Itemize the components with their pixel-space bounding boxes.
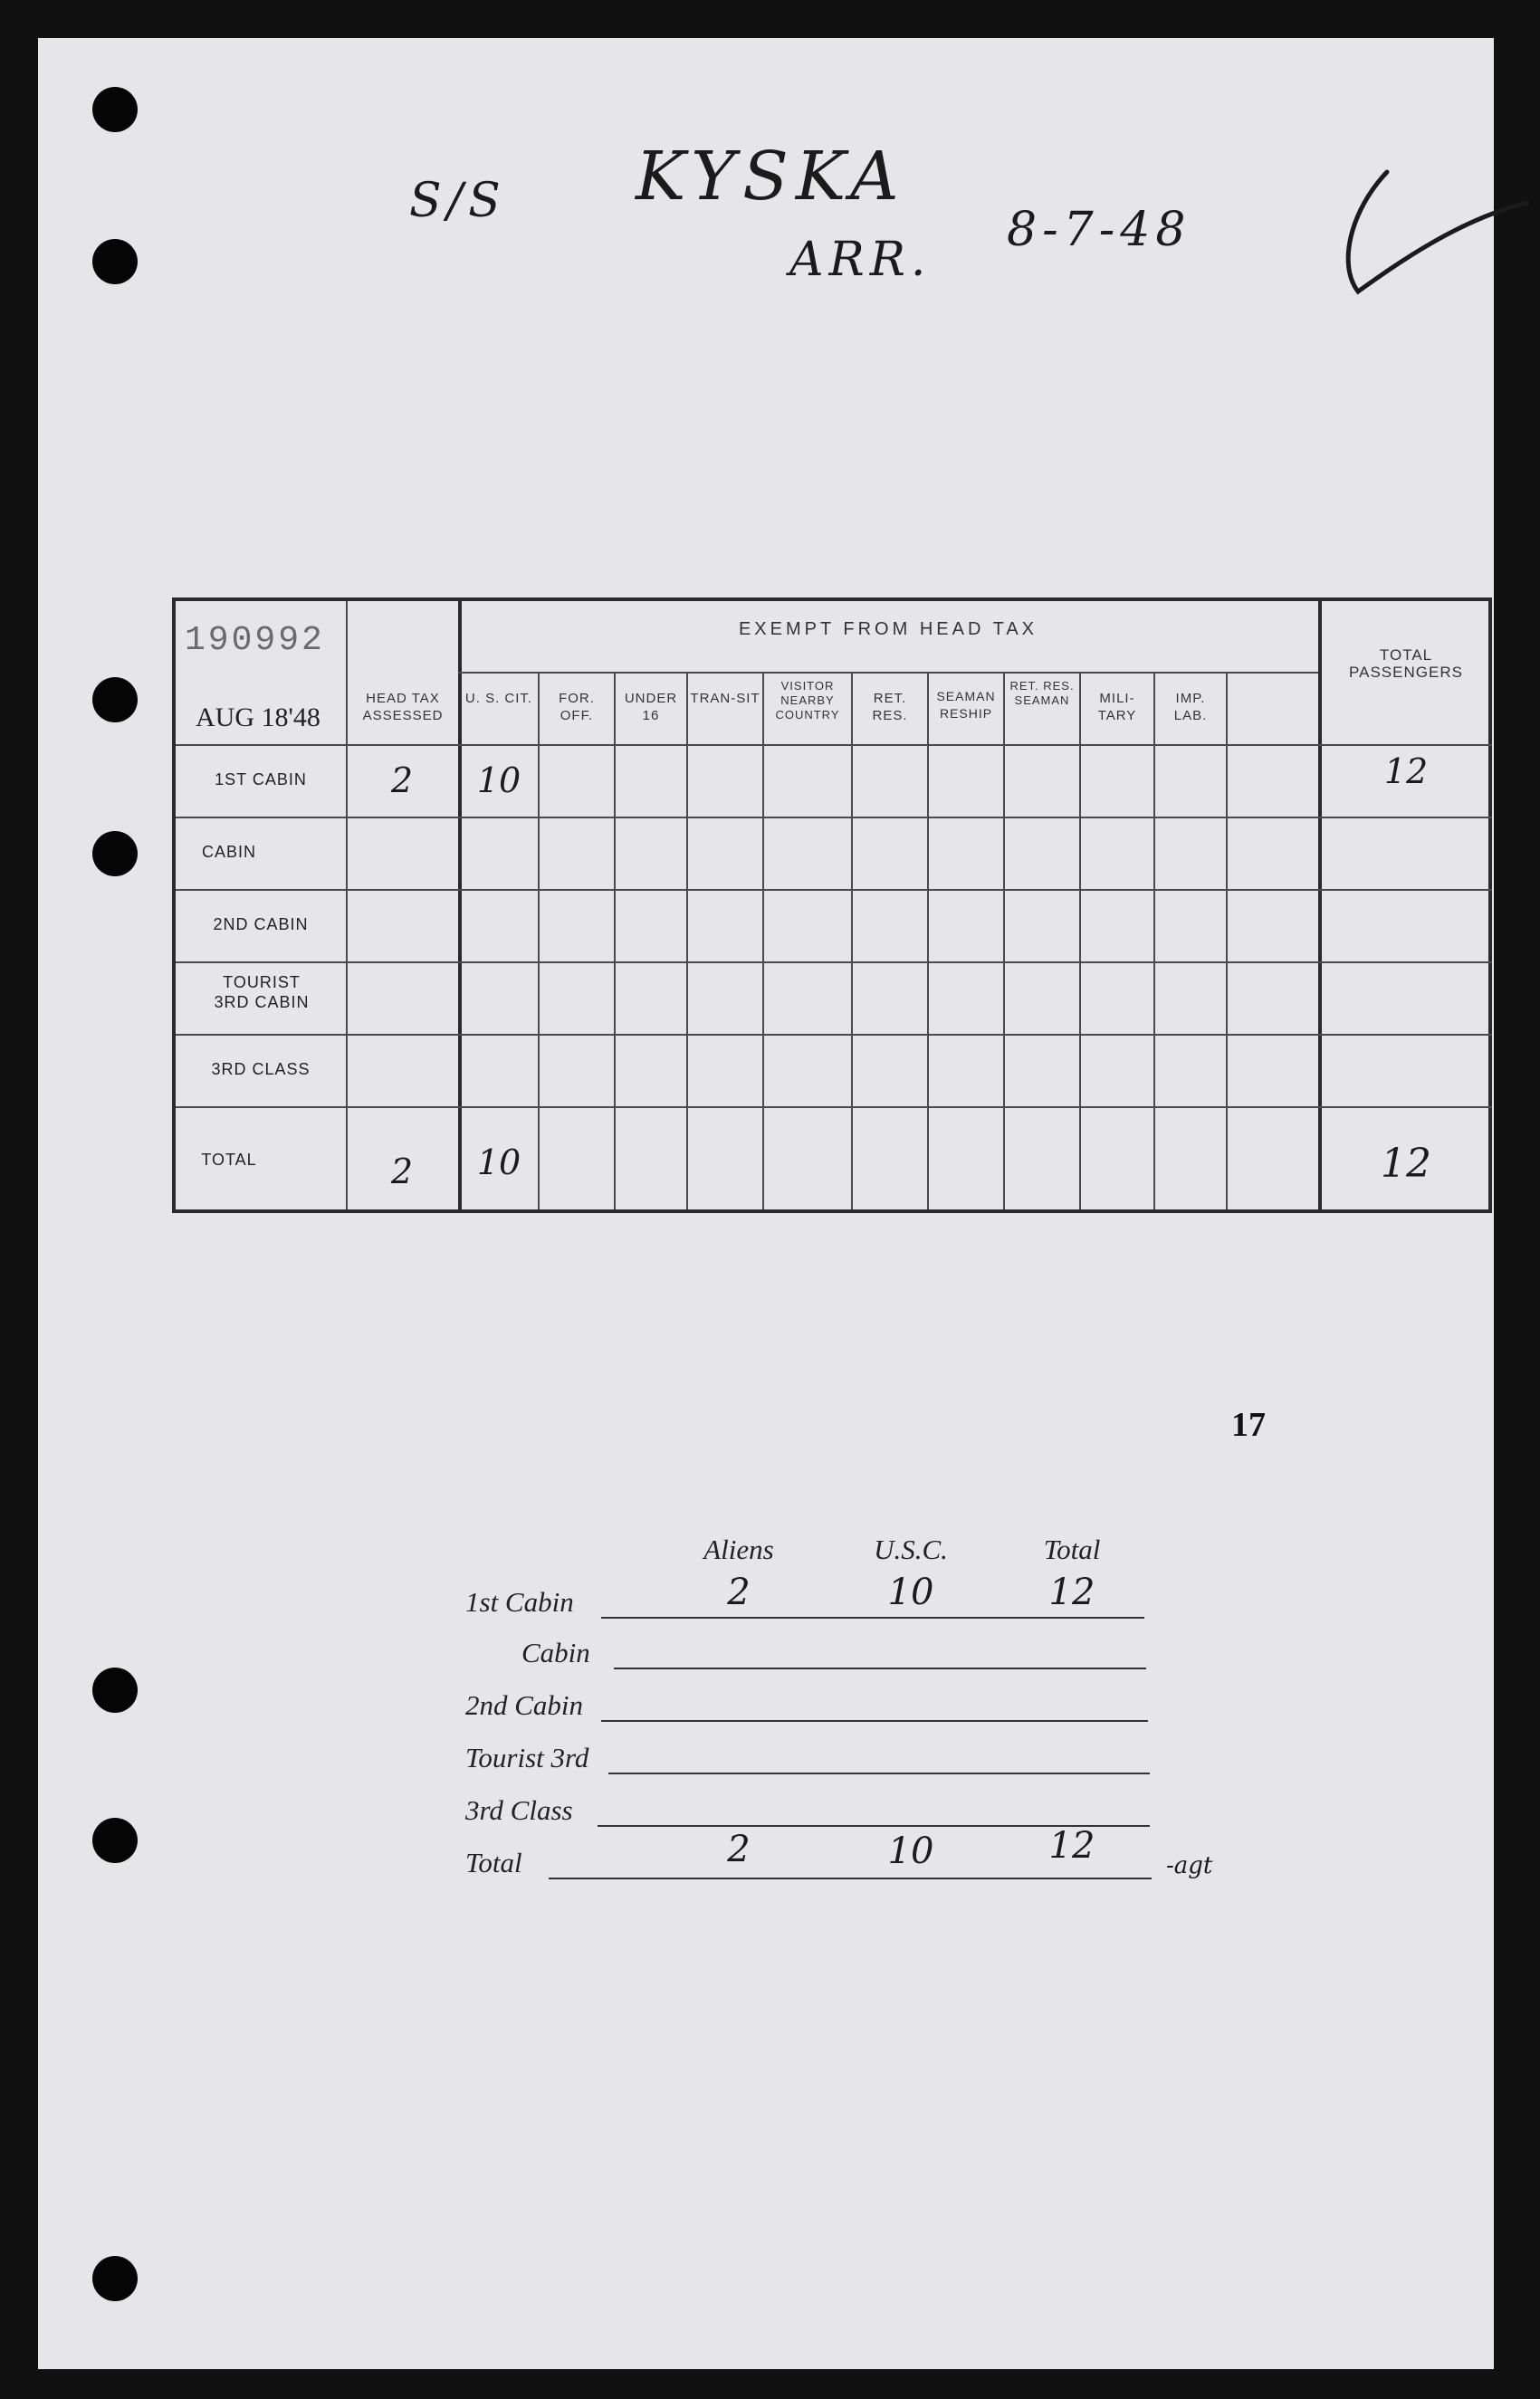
stamp-number: 190992 [185, 621, 325, 660]
col-us-cit: U. S. CIT. [464, 691, 533, 706]
summary-label-2nd-cabin: 2nd Cabin [465, 1689, 584, 1721]
summary-initials: -agt [1166, 1852, 1213, 1879]
summary-header-usc: U.S.C. [874, 1534, 948, 1565]
summary-1st-cabin-total: 12 [1048, 1572, 1095, 1613]
col-ret-res-seaman: RET. RES. SEAMAN [1009, 679, 1075, 707]
ship-prefix: S/S [409, 174, 506, 228]
col-military: MILI-TARY [1097, 691, 1137, 723]
cell-total-head-tax: 2 [390, 1152, 414, 1191]
summary-label-total: Total [465, 1847, 522, 1878]
punch-hole [92, 2256, 138, 2301]
col-total-passengers: TOTAL PASSENGERS [1349, 646, 1463, 681]
cell-1st-cabin-head-tax: 2 [390, 760, 414, 800]
col-seaman-reship: SEAMAN RESHIP [936, 689, 996, 721]
summary-header-total: Total [1043, 1534, 1101, 1565]
cell-1st-cabin-us-cit: 10 [476, 760, 521, 800]
row-label-cabin: CABIN [201, 843, 256, 861]
cell-total-total: 12 [1381, 1141, 1431, 1187]
col-head-tax: HEAD TAX ASSESSED [362, 691, 444, 723]
row-label-tourist-3rd-cabin: TOURIST 3RD CABIN [214, 973, 310, 1011]
punch-hole [92, 239, 138, 284]
row-label-3rd-class: 3RD CLASS [211, 1060, 311, 1078]
punch-hole [92, 1818, 138, 1863]
summary-total-total: 12 [1048, 1825, 1095, 1867]
page-number: 17 [1231, 1406, 1266, 1444]
col-transit: TRAN-SIT [690, 691, 760, 706]
punch-hole [92, 677, 138, 722]
summary-1st-cabin-usc: 10 [887, 1572, 934, 1613]
summary-total-aliens: 2 [727, 1829, 751, 1870]
cell-1st-cabin-total: 12 [1383, 751, 1429, 791]
exempt-heading: EXEMPT FROM HEAD TAX [738, 619, 1038, 639]
col-visitor: VISITOR NEARBY COUNTRY [775, 679, 840, 722]
col-for-off: FOR. OFF. [559, 691, 595, 723]
row-label-2nd-cabin: 2ND CABIN [213, 915, 309, 933]
row-label-1st-cabin: 1ST CABIN [215, 770, 307, 789]
document-page [38, 38, 1494, 2369]
summary-label-cabin: Cabin [521, 1637, 590, 1668]
summary-label-1st-cabin: 1st Cabin [465, 1586, 574, 1618]
col-ret-res: RET. RES. [872, 691, 908, 723]
stamp-date: AUG 18'48 [196, 702, 320, 732]
summary-header-aliens: Aliens [703, 1534, 774, 1565]
check-mark-icon [1333, 165, 1532, 301]
punch-hole [92, 1668, 138, 1713]
arrival-date: 8-7-48 [1007, 203, 1191, 257]
head-tax-form [172, 597, 1492, 1213]
cell-total-us-cit: 10 [476, 1142, 521, 1182]
ship-name: KYSKA [636, 138, 906, 215]
punch-hole [92, 87, 138, 132]
row-label-total: TOTAL [201, 1151, 257, 1169]
summary-label-3rd-class: 3rd Class [465, 1794, 573, 1826]
summary-label-tourist-3rd: Tourist 3rd [465, 1742, 589, 1773]
summary-1st-cabin-aliens: 2 [727, 1572, 751, 1613]
col-imp-lab: IMP. LAB. [1173, 691, 1208, 723]
summary-total-usc: 10 [887, 1830, 934, 1872]
arrival-label: ARR. [789, 233, 932, 287]
punch-hole [92, 831, 138, 876]
col-under-16: UNDER 16 [624, 691, 678, 723]
